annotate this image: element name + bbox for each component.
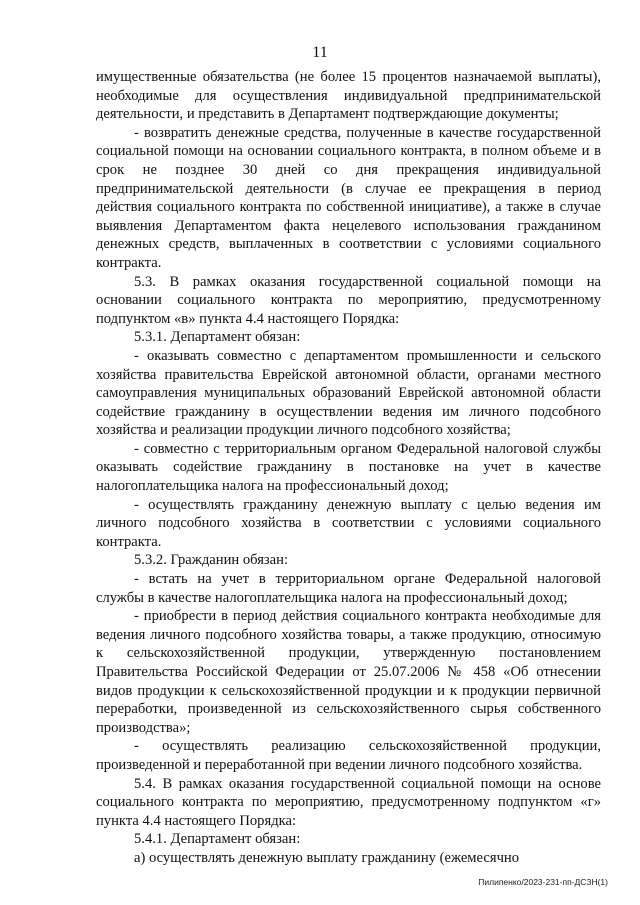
paragraph-sell-produce: - осуществлять реализацию сельскохозяйственной продукции, произведенной и переработанной при ведении личного подсобного хозяйства. xyxy=(96,738,601,773)
page-number: 11 xyxy=(312,44,328,61)
paragraph-assist-tax-registration: - совместно с территориальным органом Федеральной налоговой службы оказывать содействие гражданину в постановке на учет в качестве налогоплательщика налога на профессиональный доход; xyxy=(96,440,601,495)
paragraph-cash-payment: - осуществлять гражданину денежную выплату с целью ведения им личного подсобного хозяйства в соответствии с условиями социального контракта. xyxy=(96,496,601,550)
paragraph-item-a: а) осуществлять денежную выплату гражданину (ежемесячно xyxy=(134,849,520,866)
paragraph-return-funds: - возвратить денежные средства, полученные в качестве государственной социальной помощи на основании социального контракта, в полном объеме и в срок не позднее 30 дней со дня прекращения индивидуальной предпринимательской деятельности (в случае ее прекращения в период действия социального контракта по собственной инициативе), а также в случае выявления Департаментом факта нецелевого использования гражданином денежных средств, выплаченных в соответствии с условиями социального контракта. xyxy=(96,124,601,271)
paragraph-assist-household: - оказывать совместно с департаментом промышленности и сельского хозяйства правительства Еврейской автономной области, органами местного самоуправления муниципальных образований Еврейской автономной области содействие гражданину в осуществлении ведения им личного подсобного хозяйства и реализации продукции личного подсобного хозяйства; xyxy=(96,347,601,439)
paragraph-section-5-3: 5.3. В рамках оказания государственной социальной помощи на основании социального контракта по мероприятию, предусмотренному подпунктом «в» пункта 4.4 настоящего Порядка: xyxy=(96,273,601,327)
paragraph-register-taxpayer: - встать на учет в территориальном органе Федеральной налоговой службы в качестве налогоплательщика налога на профессиональный доход; xyxy=(96,571,601,606)
paragraph-acquire-goods: - приобрести в период действия социального контракта необходимые для ведения личного подсобного хозяйства товары, а также продукцию, относимую к сельскохозяйственной продукции, утвержденную постановлением Правительства Российской Федерации от 25.07.2006 № 458 «Об отнесении видов продукции к сельскохозяйственной продукции и к продукции первичной переработки, произведенной из сельскохозяйственного сырья собственного производства»; xyxy=(96,608,601,736)
footer-document-code: Пилипенко/2023-231-пп-ДСЗН(1) xyxy=(478,877,608,887)
paragraph-obligations-continued: имущественные обязательства (не более 15 процентов назначаемой выплаты), необходимые для осуществления индивидуальной предпринимательской деятельности, и представить в Департамент подтверждающие документы; xyxy=(96,69,601,123)
document-body xyxy=(96,68,601,868)
paragraph-section-5-3-1: 5.3.1. Департамент обязан: xyxy=(134,329,301,346)
paragraph-section-5-3-2: 5.3.2. Гражданин обязан: xyxy=(134,552,289,569)
paragraph-section-5-4: 5.4. В рамках оказания государственной социальной помощи на основе социального контракта по мероприятию, предусмотренному подпунктом «г» пункта 4.4 настоящего Порядка: xyxy=(96,775,601,829)
paragraph-section-5-4-1: 5.4.1. Департамент обязан: xyxy=(134,831,301,848)
